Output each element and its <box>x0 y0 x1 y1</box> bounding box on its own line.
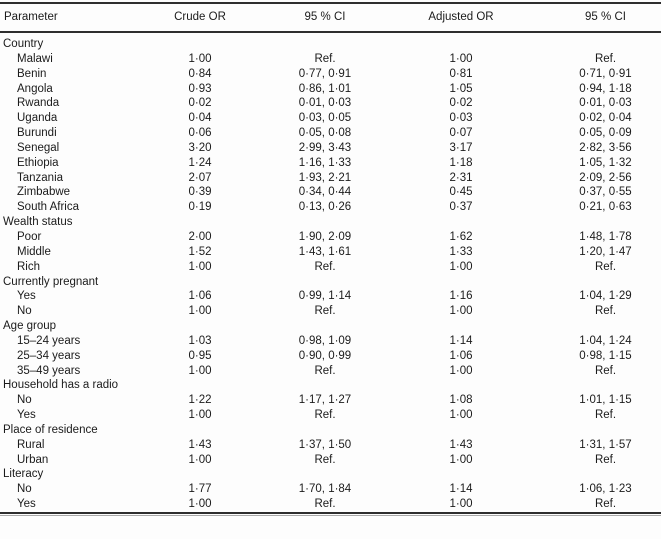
table-row <box>0 289 661 304</box>
cell-crude-or: 1·00 <box>188 52 212 65</box>
cell-parameter: Tanzania <box>17 171 64 184</box>
cell-crude-ci: Ref. <box>314 498 336 511</box>
cell-adjusted-ci: 0·71, 0·91 <box>579 67 632 80</box>
table-row <box>0 408 661 423</box>
cell-crude-ci: 0·98, 1·09 <box>298 334 352 347</box>
cell-adjusted-or: 0·07 <box>449 127 473 140</box>
cell-crude-ci: 1·17, 1·27 <box>298 394 352 407</box>
cell-crude-ci: 0·77, 0·91 <box>298 67 352 80</box>
table-row <box>0 52 661 67</box>
section-label: Country <box>3 38 44 50</box>
cell-adjusted-or: 1·08 <box>449 394 473 407</box>
table-row <box>0 438 661 453</box>
cell-crude-or: 1·03 <box>188 334 212 347</box>
cell-crude-ci: 1·16, 1·33 <box>298 156 352 169</box>
cell-parameter: Zimbabwe <box>17 186 71 199</box>
cell-crude-ci: Ref. <box>314 52 336 65</box>
cell-crude-or: 2·07 <box>188 171 212 184</box>
cell-adjusted-or: 1·16 <box>449 290 473 303</box>
cell-adjusted-ci: 0·01, 0·03 <box>579 97 632 110</box>
cell-parameter: Senegal <box>17 141 60 154</box>
cell-adjusted-ci: Ref. <box>594 498 617 511</box>
cell-parameter: Uganda <box>17 112 58 125</box>
cell-adjusted-or: 1·00 <box>449 453 473 466</box>
table-row <box>0 126 661 141</box>
cell-adjusted-ci: 0·21, 0·63 <box>579 201 632 214</box>
cell-adjusted-ci: Ref. <box>594 409 617 422</box>
cell-adjusted-or: 0·02 <box>449 97 473 110</box>
cell-adjusted-or: 0·81 <box>449 67 473 80</box>
cell-crude-ci: 2·99, 3·43 <box>298 141 352 154</box>
cell-crude-or: 1·52 <box>188 245 212 258</box>
table-row <box>0 260 661 275</box>
cell-adjusted-or: 1·14 <box>449 483 473 496</box>
section-row <box>0 378 661 393</box>
cell-crude-ci: 1·90, 2·09 <box>298 230 352 243</box>
cell-crude-or: 0·84 <box>188 67 212 80</box>
cell-parameter: Burundi <box>17 127 57 140</box>
section-label: Currently pregnant <box>3 275 99 288</box>
cell-adjusted-or: 1·00 <box>449 364 473 377</box>
section-label: Household has a radio <box>3 379 119 392</box>
cell-adjusted-ci: 0·05, 0·09 <box>579 127 632 140</box>
cell-parameter: Benin <box>17 67 47 80</box>
cell-crude-ci: Ref. <box>314 305 336 318</box>
column-header-crude-or: Crude OR <box>174 11 226 24</box>
cell-crude-ci: 1·70, 1·84 <box>298 483 352 496</box>
table-row <box>0 482 661 497</box>
table-row <box>0 200 661 215</box>
cell-adjusted-ci: 2·09, 2·56 <box>579 171 632 184</box>
table-row <box>0 82 661 97</box>
cell-crude-ci: Ref. <box>314 453 336 466</box>
table-row <box>0 393 661 408</box>
cell-adjusted-or: 1·00 <box>449 260 473 273</box>
section-row <box>0 467 661 482</box>
cell-crude-or: 1·00 <box>188 498 212 511</box>
cell-crude-or: 1·00 <box>188 364 212 377</box>
cell-adjusted-ci: 1·31, 1·57 <box>579 438 632 451</box>
cell-adjusted-ci: 1·01, 1·15 <box>579 394 632 407</box>
cell-crude-or: 0·95 <box>188 349 212 362</box>
cell-parameter: No <box>17 394 32 407</box>
table-row <box>0 156 661 171</box>
cell-adjusted-or: 1·00 <box>449 498 473 511</box>
cell-adjusted-or: 0·03 <box>449 112 473 125</box>
cell-crude-or: 0·06 <box>188 127 212 140</box>
section-row <box>0 215 661 230</box>
cell-adjusted-ci: 1·05, 1·32 <box>579 156 632 169</box>
cell-parameter: Ethiopia <box>17 156 59 169</box>
cell-parameter: Malawi <box>17 52 53 65</box>
cell-parameter: Angola <box>17 82 53 95</box>
cell-crude-or: 1·43 <box>188 438 212 451</box>
cell-parameter: Middle <box>17 245 51 258</box>
cell-crude-ci: 0·05, 0·08 <box>298 127 352 140</box>
cell-crude-or: 0·04 <box>188 112 212 125</box>
table-row <box>0 96 661 111</box>
cell-parameter: 15–24 years <box>17 334 81 347</box>
table-row <box>0 185 661 200</box>
column-header-adjusted-ci: 95 % CI <box>585 11 626 24</box>
cell-adjusted-or: 1·05 <box>449 82 473 95</box>
cell-adjusted-ci: 1·20, 1·47 <box>579 245 632 258</box>
cell-adjusted-or: 1·43 <box>449 438 473 451</box>
cell-adjusted-ci: Ref. <box>594 364 617 377</box>
cell-crude-or: 0·02 <box>188 97 212 110</box>
cell-crude-or: 1·22 <box>188 394 212 407</box>
cell-parameter: Yes <box>17 498 36 511</box>
section-label: Place of residence <box>3 423 98 436</box>
cell-crude-ci: 1·37, 1·50 <box>298 438 352 451</box>
cell-parameter: Yes <box>17 409 36 422</box>
table-row <box>0 497 661 513</box>
section-row <box>0 319 661 334</box>
cell-crude-ci: 1·43, 1·61 <box>298 245 352 258</box>
cell-adjusted-or: 1·00 <box>449 52 473 65</box>
cell-adjusted-or: 1·62 <box>449 230 473 243</box>
table-row <box>0 67 661 82</box>
cell-crude-or: 1·24 <box>188 156 212 169</box>
cell-adjusted-or: 1·00 <box>449 305 473 318</box>
cell-adjusted-ci: 2·82, 3·56 <box>579 141 632 154</box>
cell-adjusted-ci: 1·48, 1·78 <box>579 230 632 243</box>
section-row <box>0 423 661 438</box>
cell-crude-or: 0·93 <box>188 82 212 95</box>
cell-adjusted-or: 1·00 <box>449 409 473 422</box>
section-row <box>0 32 661 52</box>
table-row <box>0 334 661 349</box>
cell-adjusted-or: 0·37 <box>449 201 473 214</box>
cell-crude-or: 1·00 <box>188 305 212 318</box>
cell-crude-ci: 0·90, 0·99 <box>298 349 352 362</box>
cell-parameter: No <box>17 305 32 318</box>
cell-crude-ci: Ref. <box>314 364 336 377</box>
section-label: Literacy <box>3 468 44 481</box>
column-header-adjusted-or: Adjusted OR <box>428 11 494 24</box>
cell-parameter: 35–49 years <box>17 364 81 377</box>
table-row <box>0 245 661 260</box>
table-row <box>0 141 661 156</box>
cell-crude-ci: 0·99, 1·14 <box>298 290 352 303</box>
cell-crude-ci: Ref. <box>314 260 336 273</box>
cell-parameter: Rwanda <box>17 97 60 110</box>
cell-parameter: Rural <box>17 438 45 451</box>
cell-parameter: Urban <box>17 453 49 466</box>
cell-crude-or: 1·00 <box>188 453 212 466</box>
table-row <box>0 364 661 379</box>
cell-parameter: Yes <box>17 290 36 303</box>
cell-adjusted-ci: 0·37, 0·55 <box>579 186 632 199</box>
cell-adjusted-ci: 0·98, 1·15 <box>579 349 632 362</box>
header-row <box>0 3 661 32</box>
bottom-rule-shadow <box>0 515 661 516</box>
cell-crude-ci: Ref. <box>314 409 336 422</box>
cell-crude-or: 0·39 <box>188 186 212 199</box>
table-row <box>0 230 661 245</box>
cell-adjusted-or: 2·31 <box>449 171 473 184</box>
cell-adjusted-ci: 0·94, 1·18 <box>579 82 632 95</box>
cell-adjusted-ci: Ref. <box>594 52 617 65</box>
column-header-parameter: Parameter <box>4 11 58 24</box>
cell-parameter: South Africa <box>17 201 80 214</box>
cell-crude-ci: 0·34, 0·44 <box>298 186 352 199</box>
cell-crude-or: 0·19 <box>188 201 212 214</box>
table-row <box>0 304 661 319</box>
table-row <box>0 111 661 126</box>
cell-crude-or: 1·00 <box>188 409 212 422</box>
cell-crude-or: 3·20 <box>188 141 212 154</box>
cell-crude-or: 1·77 <box>188 483 212 496</box>
cell-parameter: 25–34 years <box>17 349 81 362</box>
cell-adjusted-ci: 0·02, 0·04 <box>579 112 632 125</box>
cell-adjusted-or: 1·33 <box>449 245 473 258</box>
cell-adjusted-ci: Ref. <box>594 453 617 466</box>
cell-adjusted-or: 1·18 <box>449 156 473 169</box>
column-header-crude-ci: 95 % CI <box>304 11 346 24</box>
cell-adjusted-or: 0·45 <box>449 186 473 199</box>
cell-crude-ci: 1·93, 2·21 <box>298 171 352 184</box>
cell-adjusted-ci: Ref. <box>594 260 617 273</box>
cell-parameter: Rich <box>17 260 41 273</box>
cell-parameter: Poor <box>17 230 42 243</box>
cell-adjusted-ci: 1·04, 1·29 <box>579 290 632 303</box>
table-body <box>0 32 661 513</box>
cell-adjusted-ci: Ref. <box>594 305 617 318</box>
cell-crude-ci: 0·03, 0·05 <box>298 112 352 125</box>
cell-crude-ci: 0·01, 0·03 <box>298 97 352 110</box>
table-row <box>0 453 661 468</box>
table-row <box>0 171 661 186</box>
cell-crude-or: 1·06 <box>188 290 212 303</box>
cell-crude-ci: 0·86, 1·01 <box>298 82 352 95</box>
cell-adjusted-ci: 1·06, 1·23 <box>579 483 632 496</box>
cell-parameter: No <box>17 483 32 496</box>
cell-crude-ci: 0·13, 0·26 <box>298 201 352 214</box>
cell-adjusted-or: 3·17 <box>449 141 473 154</box>
section-label: Age group <box>3 320 57 333</box>
cell-crude-or: 1·00 <box>188 260 212 273</box>
section-row <box>0 275 661 290</box>
table-header <box>0 3 661 32</box>
table-row <box>0 349 661 364</box>
cell-adjusted-or: 1·06 <box>449 349 473 362</box>
odds-ratio-table <box>0 2 661 514</box>
cell-adjusted-ci: 1·04, 1·24 <box>579 334 632 347</box>
cell-adjusted-or: 1·14 <box>449 334 473 347</box>
section-label: Wealth status <box>3 216 73 229</box>
cell-crude-or: 2·00 <box>188 230 212 243</box>
